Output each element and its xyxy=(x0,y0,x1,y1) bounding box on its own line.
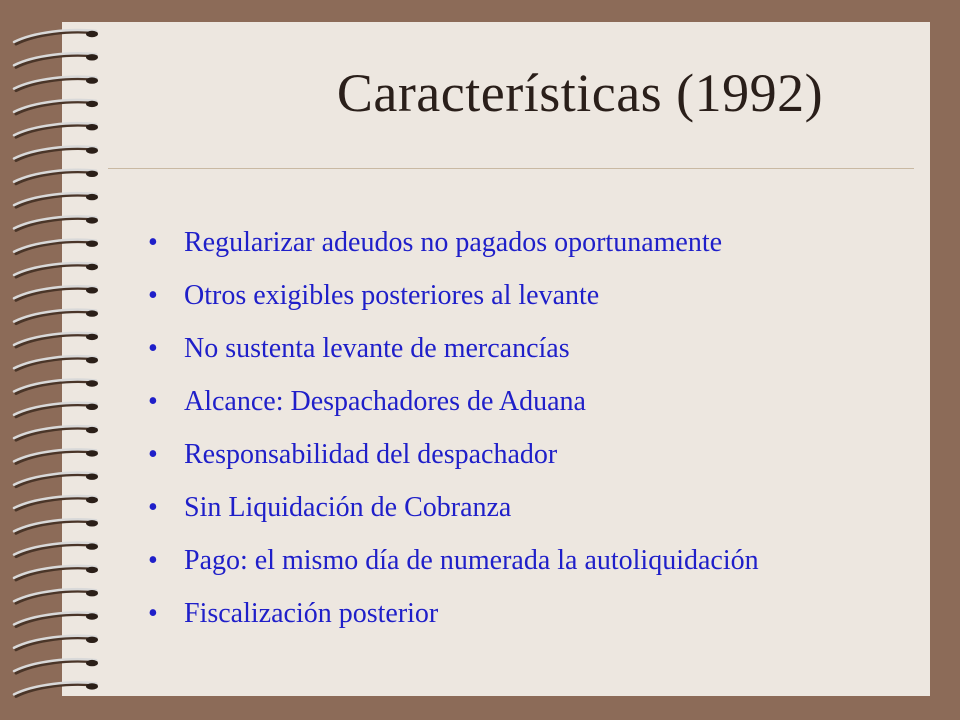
bullet-item xyxy=(148,493,908,523)
bullet-dot-icon: • xyxy=(148,598,158,629)
spiral-ring-icon xyxy=(14,356,98,370)
bullet-list xyxy=(148,228,908,652)
bullet-dot-icon: • xyxy=(148,227,158,258)
spiral-ring-icon xyxy=(14,170,98,184)
bullet-dot-icon: • xyxy=(148,439,158,470)
bullet-text: Alcance: Despachadores de Aduana xyxy=(184,386,586,417)
spiral-ring-icon xyxy=(14,53,98,67)
bullet-item xyxy=(148,440,908,470)
bullet-text: No sustenta levante de mercancías xyxy=(184,333,570,364)
spiral-ring-icon xyxy=(14,240,98,254)
bullet-dot-icon: • xyxy=(148,386,158,417)
spiral-ring-icon xyxy=(14,543,98,557)
spiral-ring-icon xyxy=(14,519,98,533)
bullet-item xyxy=(148,599,908,629)
spiral-ring-icon xyxy=(14,193,98,207)
bullet-item xyxy=(148,387,908,417)
bullet-dot-icon: • xyxy=(148,333,158,364)
bullet-item xyxy=(148,334,908,364)
spiral-ring-icon xyxy=(14,216,98,230)
bullet-text: Sin Liquidación de Cobranza xyxy=(184,492,512,523)
spiral-binding-icon xyxy=(0,0,130,720)
spiral-ring-icon xyxy=(14,123,98,137)
spiral-ring-icon xyxy=(14,682,98,696)
spiral-ring-icon xyxy=(14,449,98,463)
bullet-text: Otros exigibles posteriores al levante xyxy=(184,280,600,311)
spiral-ring-icon xyxy=(14,473,98,487)
spiral-ring-icon xyxy=(14,77,98,91)
spiral-ring-icon xyxy=(14,30,98,44)
spiral-ring-icon xyxy=(14,613,98,627)
bullet-item xyxy=(148,228,908,258)
bullet-item xyxy=(148,546,908,576)
spiral-ring-icon xyxy=(14,380,98,394)
bullet-dot-icon: • xyxy=(148,492,158,523)
bullet-item xyxy=(148,281,908,311)
bullet-text: Pago: el mismo día de numerada la autoliquidación xyxy=(184,545,759,576)
spiral-ring-icon xyxy=(14,589,98,603)
spiral-ring-icon xyxy=(14,426,98,440)
spiral-ring-icon xyxy=(14,636,98,650)
bullet-text: Regularizar adeudos no pagados oportunamente xyxy=(184,227,723,258)
slide-title: Características (1992) xyxy=(336,63,824,123)
spiral-ring-icon xyxy=(14,566,98,580)
spiral-ring-icon xyxy=(14,403,98,417)
spiral-ring-icon xyxy=(14,100,98,114)
bullet-text: Responsabilidad del despachador xyxy=(184,439,558,470)
spiral-ring-icon xyxy=(14,263,98,277)
spiral-ring-icon xyxy=(14,286,98,300)
spiral-ring-icon xyxy=(14,310,98,324)
spiral-ring-icon xyxy=(14,333,98,347)
spiral-ring-icon xyxy=(14,659,98,673)
title-divider xyxy=(108,168,914,169)
bullet-dot-icon: • xyxy=(148,280,158,311)
bullet-dot-icon: • xyxy=(148,545,158,576)
bullet-text: Fiscalización posterior xyxy=(184,598,439,629)
spiral-ring-icon xyxy=(14,147,98,161)
spiral-ring-icon xyxy=(14,496,98,510)
